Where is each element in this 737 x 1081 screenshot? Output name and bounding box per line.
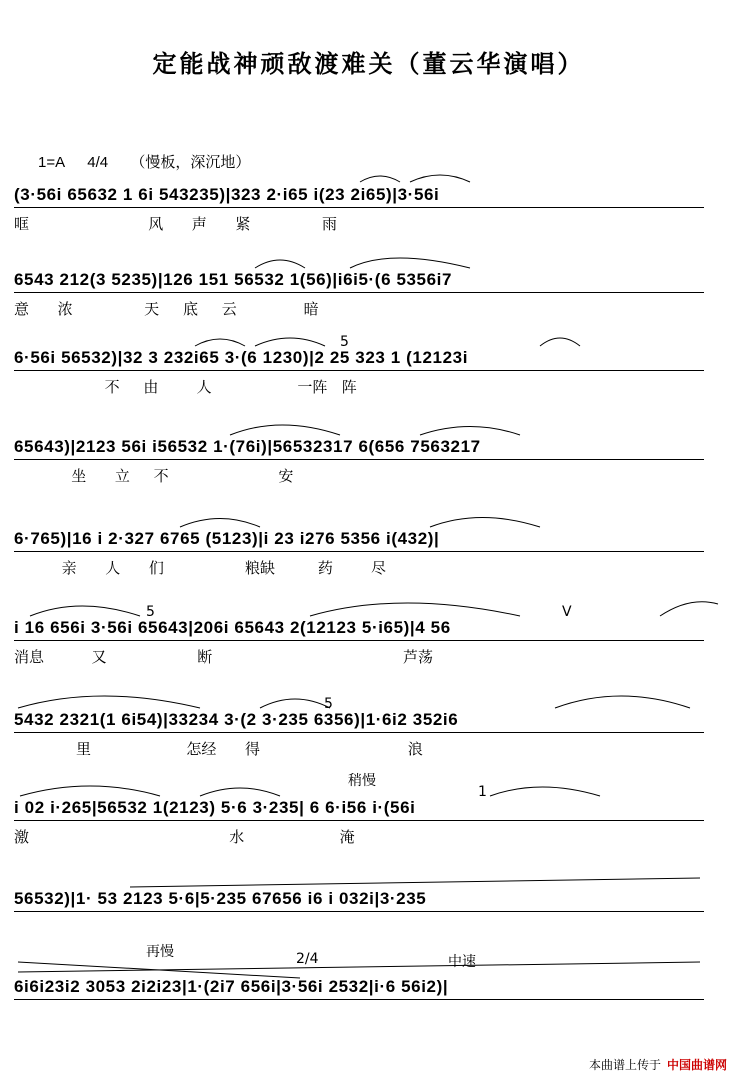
- slur: [255, 260, 305, 268]
- tempo-slower: 稍慢: [348, 773, 376, 789]
- slur: [310, 603, 520, 616]
- notes-line: 6·765)|16 i 2·327 6765 (5123)|i 23 i276 5356 i(432)|: [14, 529, 440, 548]
- notes-line: 5432 2321(1 6i54)|33234 3·(2 3·235 6356)|1·6i2 352i6: [14, 710, 459, 729]
- footer-label: 本曲谱上传于: [588, 1058, 661, 1072]
- lyrics-line: 坐 立 不 安: [14, 467, 294, 485]
- tie-line: [18, 962, 700, 972]
- slur: [260, 699, 330, 708]
- slur: [30, 606, 140, 616]
- grace-note: 5: [324, 696, 333, 712]
- notes-line: i 16 656i 3·56i 65643|206i 65643 2(12123 5·i65)|4 56: [14, 618, 451, 637]
- notes-line: 65643)|2123 56i i56532 1·(76i)|56532317 6(656 7563217: [14, 437, 481, 456]
- lyrics-line: 里 怎经 得 浪: [14, 740, 423, 758]
- footer: [589, 1056, 727, 1073]
- crescendo-line: [130, 878, 700, 887]
- slur: [18, 696, 200, 708]
- slur: [350, 258, 470, 268]
- lyrics-line: 消息 又 断 芦荡: [14, 648, 433, 666]
- time-signature: 4/4: [87, 154, 109, 171]
- slur: [540, 338, 580, 346]
- slur: [200, 788, 280, 796]
- slur: [555, 696, 690, 708]
- notes-line: (3·56i 65632 1 6i 543235)|323 2·i65 i(23 2i65)|3·56i: [14, 185, 440, 204]
- page-title: 定能战神顽敌渡难关（董云华演唱）: [152, 49, 585, 78]
- tempo-marking: （慢板，深沉地）: [130, 154, 251, 171]
- breath-mark: V: [562, 604, 572, 620]
- footer-brand[interactable]: 中国曲谱网: [666, 1058, 727, 1072]
- notes-line: 6·56i 56532)|32 3 232i65 3·(6 1230)|2 25 323 1 (12123i: [14, 348, 469, 367]
- slur: [20, 786, 160, 796]
- notes-line: 56532)|1· 53 2123 5·6|5·235 67656 i6 i 032i|3·235: [14, 889, 427, 908]
- slur: [410, 175, 470, 182]
- lyrics-line: 激 水 淹: [14, 828, 355, 846]
- grace-note: 1: [478, 784, 487, 800]
- lyrics-line: 不 由 人 一阵 阵: [14, 378, 357, 396]
- grace-note: 5: [340, 334, 349, 350]
- slur: [255, 338, 325, 346]
- slur: [660, 602, 718, 616]
- key-signature: 1=A: [38, 154, 66, 171]
- slur: [230, 425, 340, 435]
- slur: [180, 519, 260, 528]
- time-signature-change: 2/4: [296, 951, 319, 967]
- grace-note: 5: [146, 604, 155, 620]
- notes-line: 6543 212(3 5235)|126 151 56532 1(56)|i6i5·(6 5356i7: [14, 270, 453, 289]
- lyrics-line: 意 浓 天 底 云 暗: [14, 300, 319, 318]
- lyrics-line: 哐 风 声 紧 雨: [14, 215, 337, 233]
- tempo-slower-again: 再慢: [146, 944, 174, 960]
- slur: [490, 787, 600, 796]
- notes-line: 6i6i23i2 3053 2i2i23|1·(2i7 656i|3·56i 2532|i·6 56i2)|: [14, 977, 449, 996]
- slur: [195, 339, 245, 346]
- slur: [420, 427, 520, 436]
- tempo-medium: 中速: [448, 954, 476, 970]
- slur: [430, 518, 540, 528]
- slur: [360, 176, 400, 182]
- notes-line: i 02 i·265|56532 1(2123) 5·6 3·235| 6 6·i56 i·(56i: [14, 798, 416, 817]
- lyrics-line: 亲 人 们 粮缺 药 尽: [14, 559, 387, 577]
